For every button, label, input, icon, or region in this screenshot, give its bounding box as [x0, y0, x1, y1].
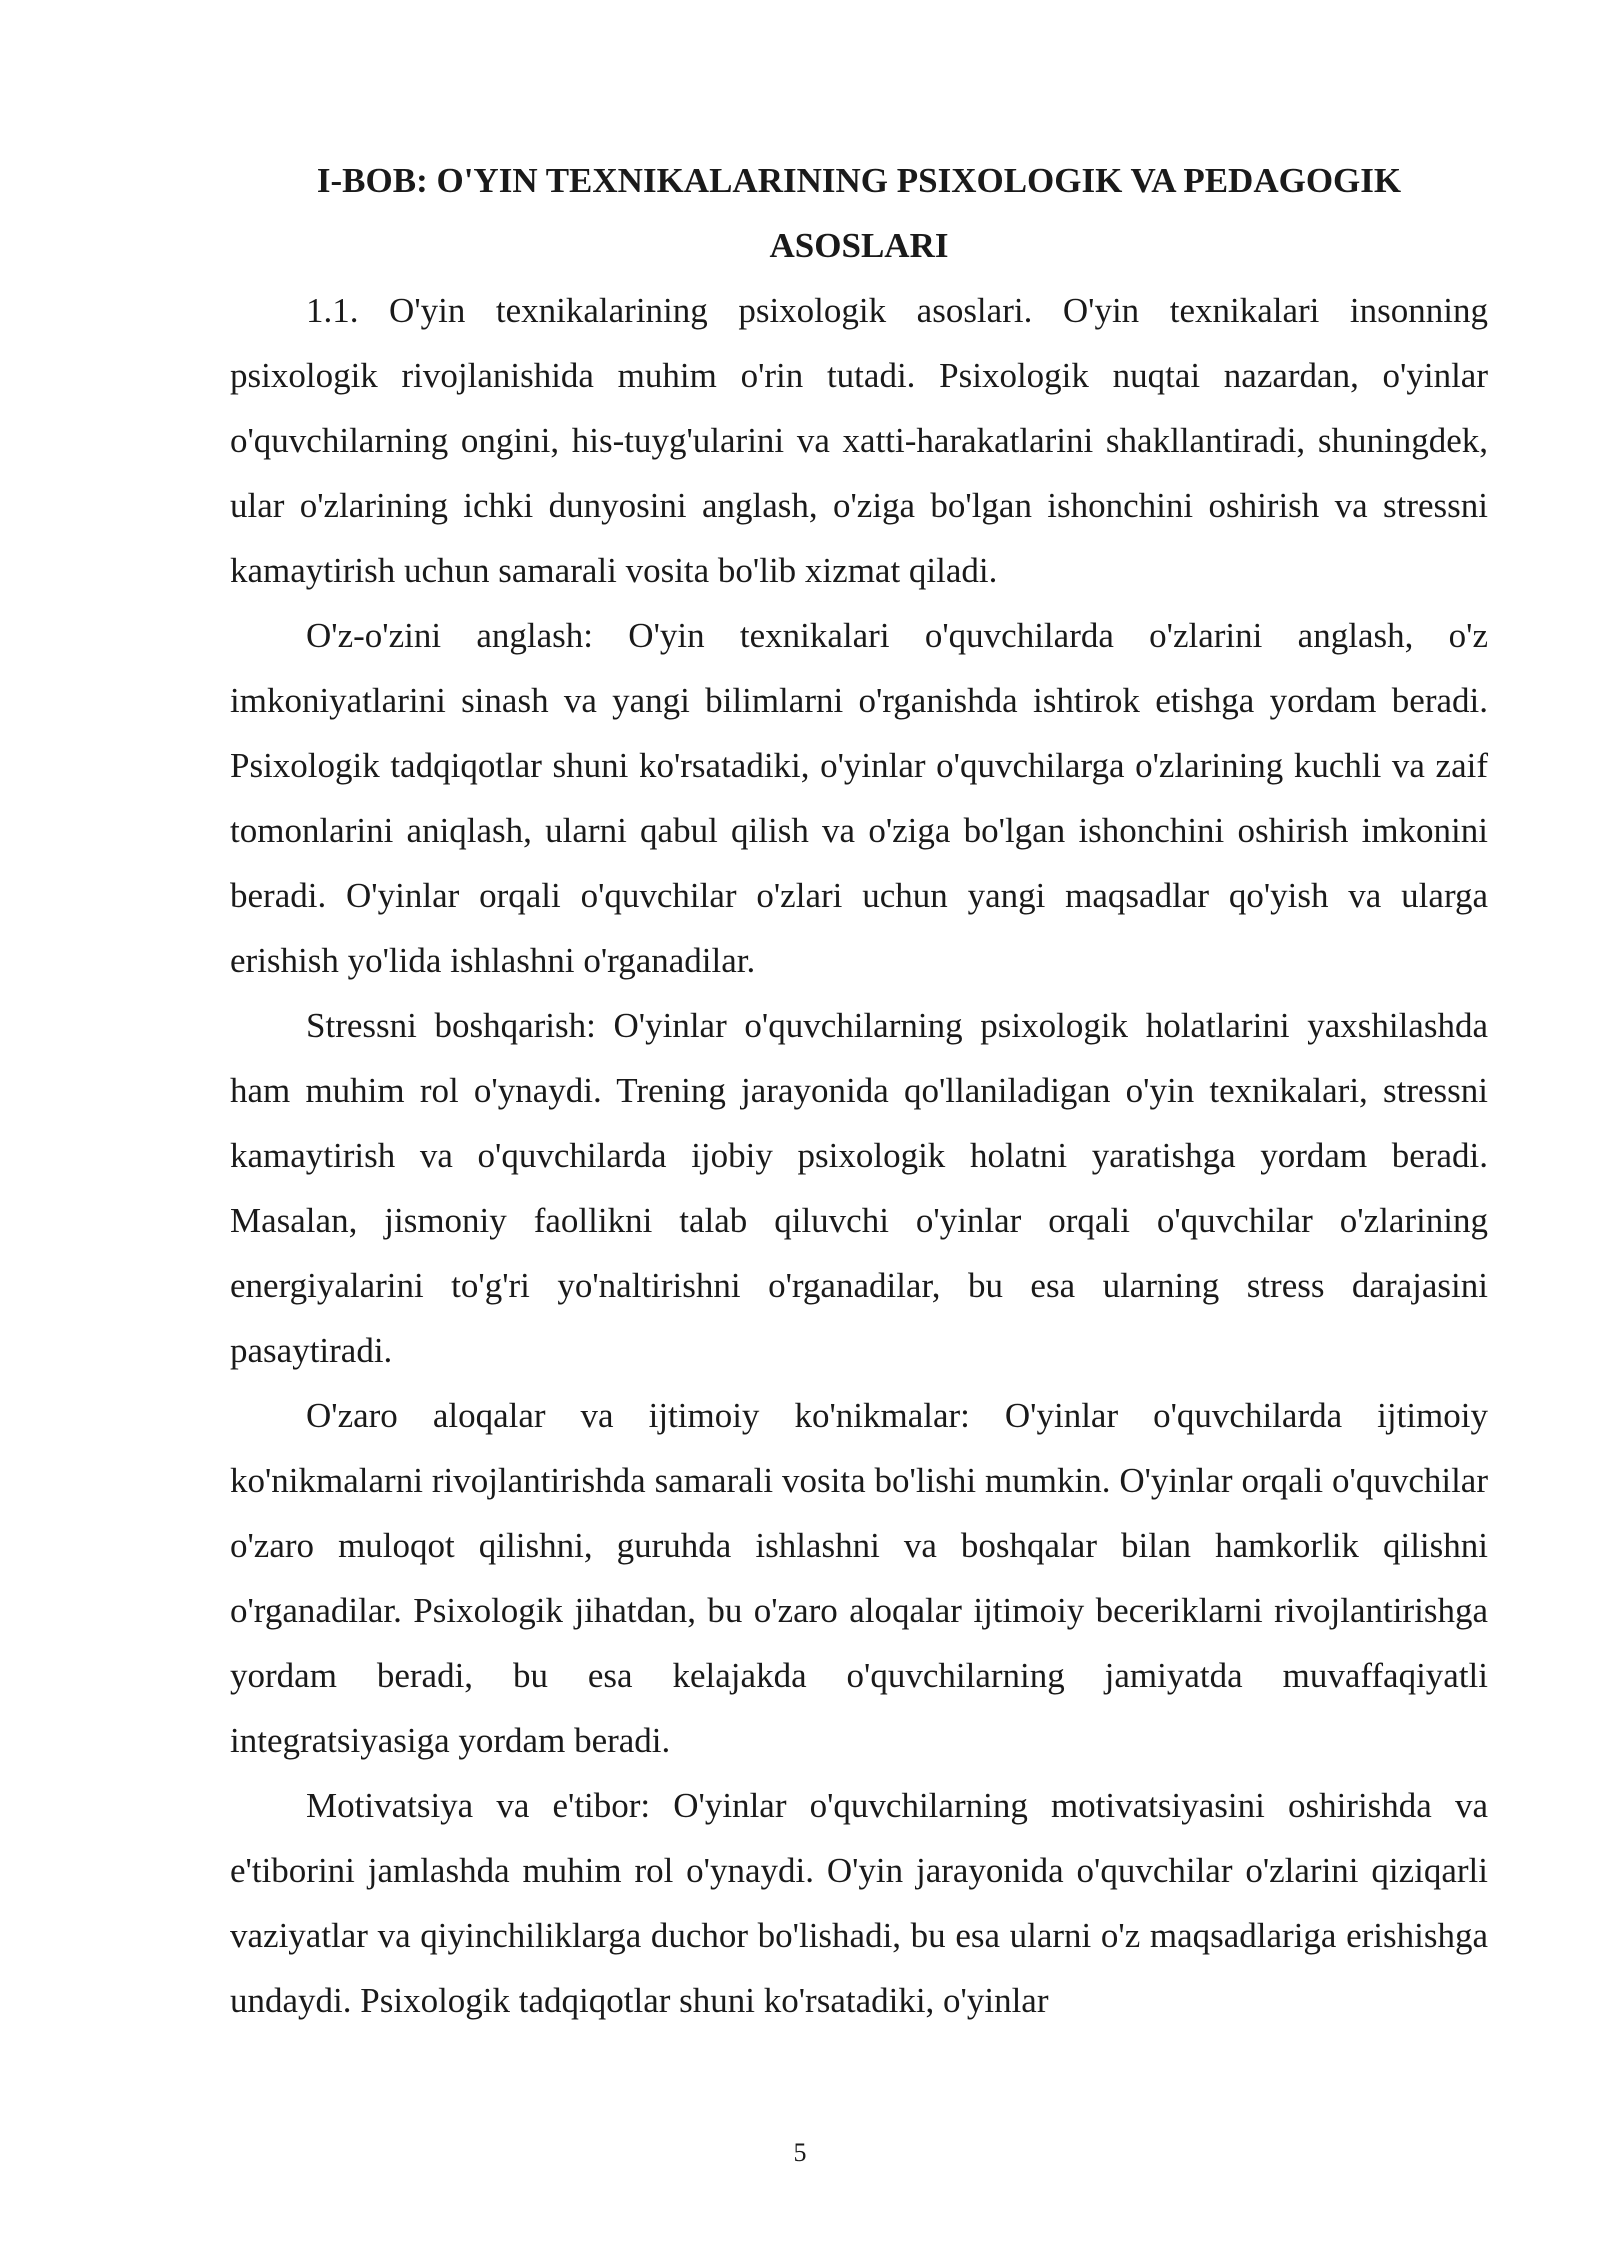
chapter-title: I-BOB: O'YIN TEXNIKALARINING PSIXOLOGIK VA PEDAGOGIK ASOSLARI	[316, 161, 1402, 265]
paragraph-motivation: Motivatsiya va e'tibor: O'yinlar o'quvchilarning motivatsiyasini oshirishda va e'tiborini jamlashda muhim rol o'ynaydi. O'yin jarayonida o'quvchilar o'zlarini qiziqarli vaziyatlar va qiyinchiliklarga duchor bo'lishadi, bu esa ularni o'z maqsadlariga erishishga undaydi. Psixologik tadqiqotlar shuni ko'rsatadiki, o'yinlar	[230, 1786, 1488, 2020]
paragraph-stress-management: Stressni boshqarish: O'yinlar o'quvchilarning psixologik holatlarini yaxshilashda ham muhim rol o'ynaydi. Trening jarayonida qo'llaniladigan o'yin texnikalari, stressni kamaytirish va o'quvchilarda ijobiy psixologik holatni yaratishga yordam beradi. Masalan, jismoniy faollikni talab qiluvchi o'yinlar orqali o'quvchilar o'zlarining energiyalarini to'g'ri yo'naltirishni o'rganadilar, bu esa ularning stress darajasini pasaytiradi.	[230, 1006, 1488, 1370]
paragraph-self-awareness: O'z-o'zini anglash: O'yin texnikalari o'quvchilarda o'zlarini anglash, o'z imkoniyatlarini sinash va yangi bilimlarni o'rganishda ishtirok etishga yordam beradi. Psixologik tadqiqotlar shuni ko'rsatadiki, o'yinlar o'quvchilarga o'zlarining kuchli va zaif tomonlarini aniqlash, ularni qabul qilish va o'ziga bo'lgan ishonchini oshirish imkonini beradi. O'yinlar orqali o'quvchilar o'zlari uchun yangi maqsadlar qo'yish va ularga erishish yo'lida ishlashni o'rganadilar.	[230, 616, 1488, 980]
page-content	[230, 148, 1488, 2033]
page-number: 5	[793, 2138, 807, 2167]
paragraph-social-skills: O'zaro aloqalar va ijtimoiy ko'nikmalar: O'yinlar o'quvchilarda ijtimoiy ko'nikmalarni rivojlantirishda samarali vosita bo'lishi mumkin. O'yinlar orqali o'quvchilar o'zaro muloqot qilishni, guruhda ishlashni va boshqalar bilan hamkorlik qilishni o'rganadilar. Psixologik jihatdan, bu o'zaro aloqalar ijtimoiy beceriklarni rivojlantirishga yordam beradi, bu esa kelajakda o'quvchilarning jamiyatda muvaffaqiyatli integratsiyasiga yordam beradi.	[230, 1396, 1488, 1760]
paragraph-psychological-foundations: 1.1. O'yin texnikalarining psixologik asoslari. O'yin texnikalari insonning psixologik rivojlanishida muhim o'rin tutadi. Psixologik nuqtai nazardan, o'yinlar o'quvchilarning ongini, his-tuyg'ularini va xatti-harakatlarini shakllantiradi, shuningdek, ular o'zlarining ichki dunyosini anglash, o'ziga bo'lgan ishonchini oshirish va stressni kamaytirish uchun samarali vosita bo'lib xizmat qiladi.	[230, 291, 1488, 590]
